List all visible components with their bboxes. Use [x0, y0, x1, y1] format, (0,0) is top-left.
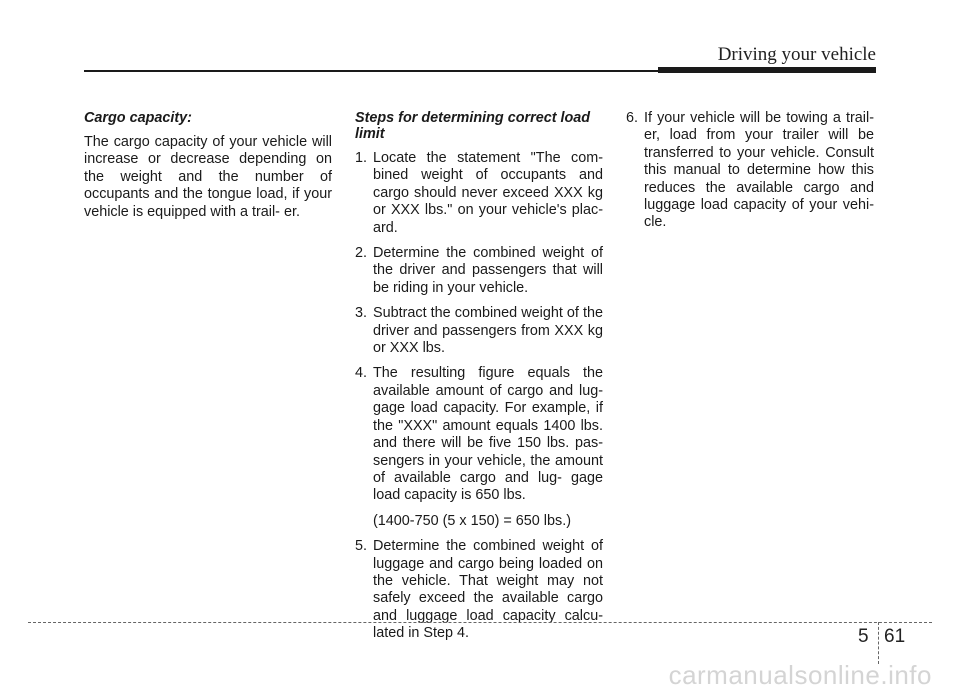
- step-number: 4.: [355, 365, 368, 382]
- column-towing-step: [626, 110, 874, 240]
- step-number: 3.: [355, 305, 368, 322]
- column-cargo-capacity: [84, 110, 332, 221]
- step-number: 6.: [626, 110, 639, 126]
- step-number: 1.: [355, 150, 368, 166]
- header-rule: [84, 70, 660, 72]
- step-item: [355, 150, 603, 237]
- section-title-load-limit: Steps for determining correct load limit: [355, 110, 591, 142]
- step-text: The resulting figure equals the available amount of cargo and lug- gage load capacity. For example, if the "XXX" amount equals 1400 lbs. and there will be five 150 lbs. pas- sengers in your vehicle, the amount of available cargo and lug- gage load capacity is 650 lbs.: [373, 365, 603, 504]
- step-item: [355, 538, 603, 642]
- example-formula: (1400-750 (5 x 150) = 650 lbs.): [373, 512, 571, 529]
- step-text: Determine the combined weight of the driver and passengers that will be riding in your vehicle.: [373, 245, 603, 296]
- step-text: Locate the statement "The com- bined weight of occupants and cargo should never exceed XXX kg or XXX lbs." on your vehicle's plac- ard.: [373, 150, 603, 236]
- step-text: Determine the combined weight of luggage and cargo being loaded on the vehicle. That weight may not safely exceed the available cargo and luggage load capacity calcu- lated in Step 4.: [373, 538, 603, 642]
- header-title: Driving your vehicle: [717, 44, 876, 65]
- column-load-limit-steps: [355, 110, 603, 651]
- step-item: [626, 110, 874, 232]
- header-rule-thick: [658, 67, 876, 73]
- watermark: carmanualsonline.info: [668, 660, 932, 690]
- step-text: If your vehicle will be towing a trail- er, load from your trailer will be transferred to your vehicle. Consult this manual to determine how this reduces the available cargo and luggage load capacity of your vehi- cle.: [644, 110, 874, 231]
- step-item: [355, 245, 603, 297]
- chapter-number: 5: [858, 626, 869, 647]
- step-number: 5.: [355, 538, 368, 555]
- section-title-cargo-capacity: Cargo capacity:: [84, 110, 192, 126]
- page-number-divider: [878, 622, 879, 664]
- step-text: Subtract the combined weight of the driver and passengers from XXX kg or XXX lbs.: [373, 305, 603, 357]
- step-item: [355, 305, 603, 357]
- step-item: [355, 365, 603, 504]
- step-number: 2.: [355, 245, 368, 262]
- page-number: 61: [884, 626, 906, 647]
- cargo-capacity-paragraph: The cargo capacity of your vehicle will increase or decrease depending on the weight and the number of occupants and the tongue load, if your vehicle is equipped with a trail- er.: [84, 134, 332, 220]
- footer-dashed-line: [28, 622, 932, 623]
